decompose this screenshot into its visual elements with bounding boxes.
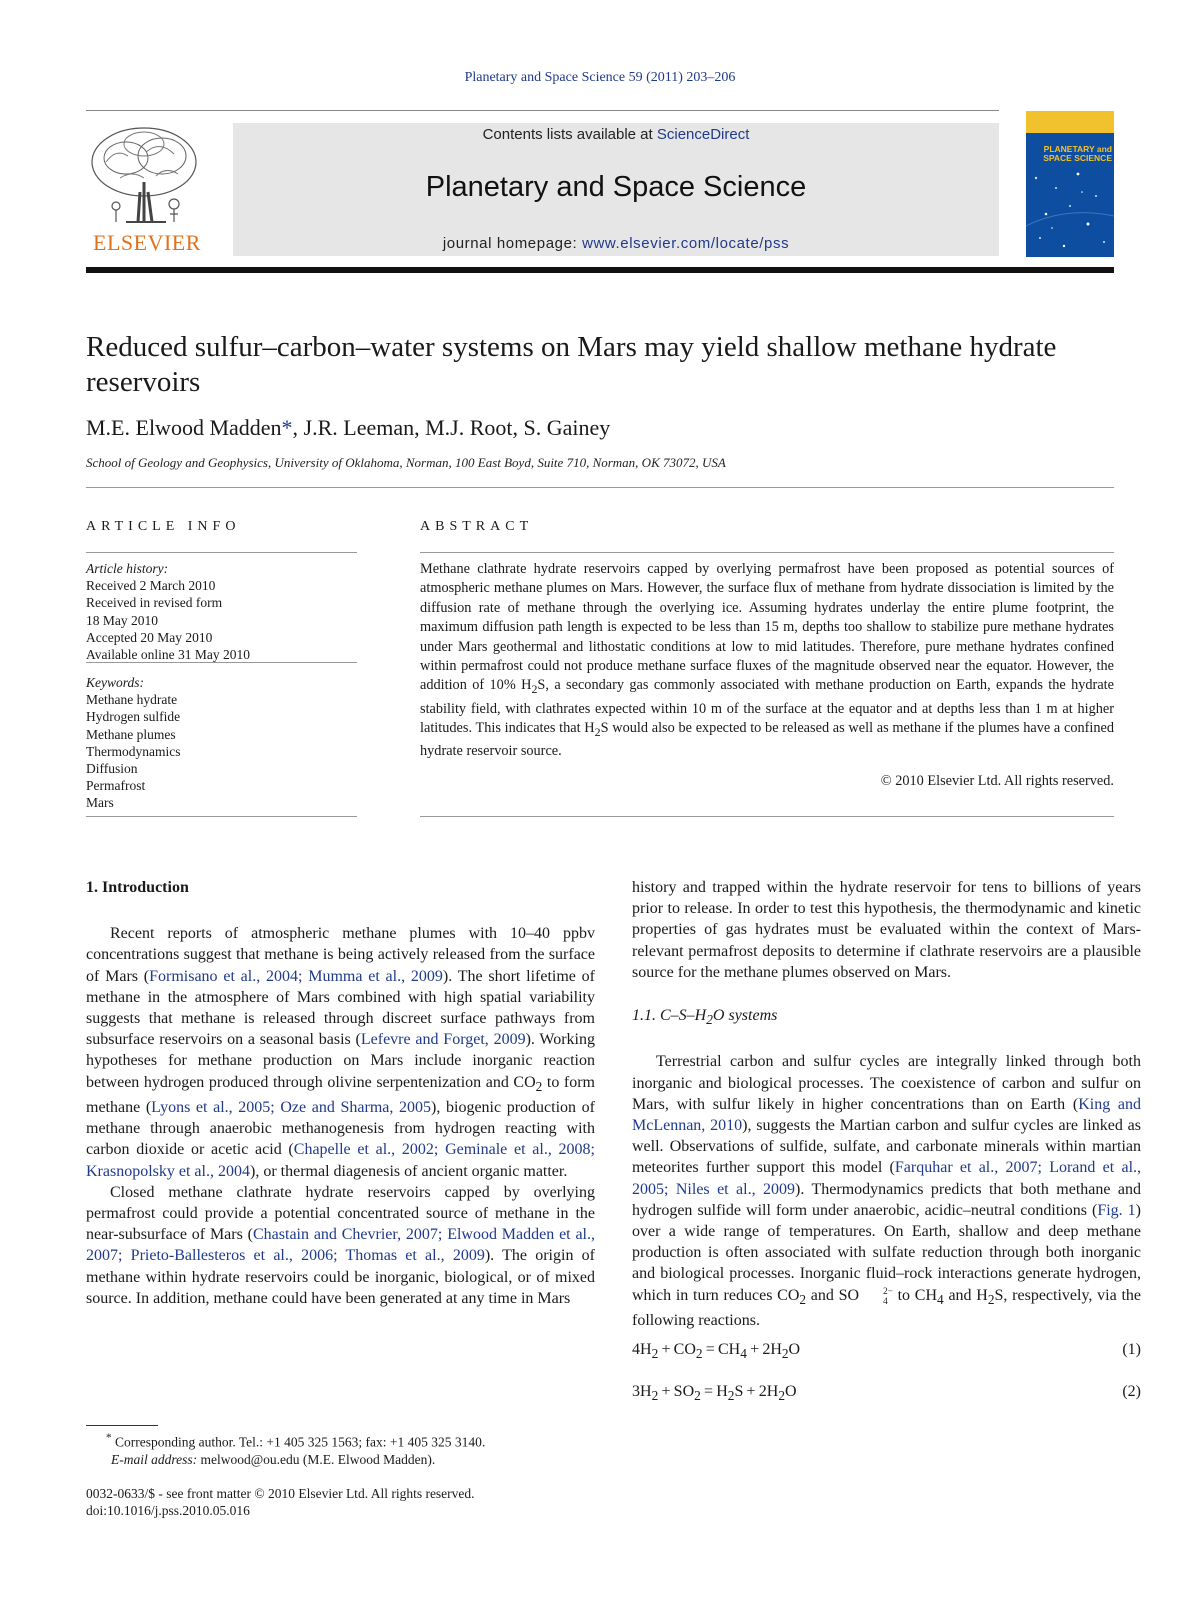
reference-link[interactable]: Chapelle et al., 2002; Geminale et al., 2008; Krasnopolsky et al., 2004 — [86, 1141, 596, 1180]
reference-link[interactable]: King and McLennan, 2010 — [632, 1095, 1142, 1135]
email-address[interactable]: melwood@ou.edu (M.E. Elwood Madden). — [197, 1451, 436, 1467]
keyword: Methane hydrate — [86, 692, 178, 708]
cover-band — [1026, 111, 1114, 133]
body-paragraph: Closed methane clathrate hydrate reservoirs capped by overlying permafrost could provide a potential concentrated source of methane in the near-subsurface of Mars (Chastain and Chevrier, 2007; Elwood Madden et al., 2007; Prieto-Ballesteros et al., 2006; Thomas et al., 2009). The origin of methane within hydrate reservoirs could be inorganic, biological, or of mixed source. In addition, methane could have been generated at any time in Mars — [86, 1183, 596, 1307]
reference-link[interactable]: Farquhar et al., 2007; Lorand et al., 2005; Niles et al., 2009 — [632, 1159, 1142, 1198]
figure-link[interactable]: Fig. 1 — [1097, 1201, 1136, 1219]
header-rule — [86, 110, 999, 111]
footnote-rule — [86, 1425, 158, 1426]
body-column-left — [86, 877, 595, 1309]
homepage-line: journal homepage: www.elsevier.com/locate/pss — [442, 235, 790, 252]
keyword: Thermodynamics — [86, 743, 181, 759]
cover-title: PLANETARY and SPACE SCIENCE — [1043, 144, 1112, 163]
journal-citation[interactable]: Planetary and Space Science 59 (2011) 203–206 — [464, 70, 736, 85]
contents-line: Contents lists available at ScienceDirect — [482, 126, 750, 143]
journal-banner — [233, 123, 999, 256]
history-item: Available online 31 May 2010 — [86, 647, 250, 663]
body-column-right — [632, 877, 1141, 1406]
body-paragraph: history and trapped within the hydrate reservoir for tens to billions of years prior to release. In order to test this hypothesis, the thermodynamic and kinetic properties of gas hydrates must be evaluated within the context of Mars-relevant permafrost deposits to determine if clathrate reservoirs are a plausible source for the methane plumes observed on Mars. — [632, 879, 1141, 981]
history-item: Received in revised form — [86, 595, 223, 611]
corresponding-author-footnote: * Corresponding author. Tel.: +1 405 325 1563; fax: +1 405 325 3140. E-mail address: melwood@ou.edu (M.E. Elwood Madden). — [106, 1432, 486, 1467]
journal-cover-thumbnail[interactable] — [1026, 111, 1114, 257]
affiliation-rule — [86, 487, 1114, 488]
abstract-copyright: © 2010 Elsevier Ltd. All rights reserved. — [880, 773, 1114, 789]
equation-1: $4H_2 + CO_2 = CH_4 + 2H_2O$ (1) — [632, 1339, 1141, 1364]
body-paragraph: Recent reports of atmospheric methane plumes with 10–40 ppbv concentrations suggest that methane is being actively released from the surface of Mars (Formisano et al., 2004; Mumma et al., 2009). The short lifetime of methane in the atmosphere of Mars combined with high spatial variability suggests that methane is released through discreet surface pathways from subsurface reservoirs on a seasonal basis (Lefevre and Forget, 2009). Working hypotheses for methane production on Mars include inorganic reaction between hydrogen produced through olivine serpentenization and $CO_2$ to form methane (Lyons et al., 2005; Oze and Sharma, 2005), biogenic production of methane through anaerobic methanogenesis from hydrogen reacting with carbon dioxide or acetic acid (Chapelle et al., 2002; Geminale et al., 2008; Krasnopolsky et al., 2004), or thermal diagenesis of ancient organic matter. — [86, 925, 596, 1180]
abstract-rule-bottom — [420, 816, 1114, 817]
keywords-list: Keywords: Methane hydrate Hydrogen sulfide Methane plumes Thermodynamics Diffusion Permafrost Mars — [86, 674, 357, 812]
keyword: Methane plumes — [86, 726, 176, 742]
elsevier-wordmark: ELSEVIER — [93, 230, 201, 255]
keyword: Permafrost — [86, 778, 146, 794]
elsevier-logo[interactable] — [86, 122, 208, 256]
article-title: Reduced sulfur–carbon–water systems on Mars may yield shallow methane hydrate reservoirs — [86, 331, 1057, 398]
author-list: M.E. Elwood Madden*, J.R. Leeman, M.J. Root, S. Gainey — [86, 415, 611, 440]
history-item: Received 2 March 2010 — [86, 578, 216, 594]
abstract-rule-top — [420, 552, 1114, 553]
article-info-rule-bottom — [86, 816, 357, 817]
history-item: 18 May 2010 — [86, 612, 158, 628]
equation-number: (1) — [1122, 1341, 1141, 1359]
reference-link[interactable]: Lefevre and Forget, 2009 — [360, 1031, 526, 1049]
reference-link[interactable]: Formisano et al., 2004; Mumma et al., 2009 — [149, 967, 443, 985]
article-info-heading: ARTICLE INFO — [86, 519, 241, 534]
article-info-rule-top — [86, 552, 357, 553]
elsevier-tree-icon — [86, 122, 208, 230]
section-heading-introduction: 1. Introduction — [86, 879, 189, 896]
reference-link[interactable]: Chastain and Chevrier, 2007; Elwood Madden et al., 2007; Prieto-Ballesteros et al., 2006; Thomas et al., 2009 — [86, 1226, 596, 1265]
article-history: Article history: Received 2 March 2010 Received in revised form 18 May 2010 Accepted 20 May 2010 Available online 31 May 2010 — [86, 560, 357, 663]
history-item: Accepted 20 May 2010 — [86, 629, 213, 645]
affiliation: School of Geology and Geophysics, University of Oklahoma, Norman, 100 East Boyd, Suite 710, Norman, OK 73072, USA — [86, 455, 726, 470]
article-info-rule-mid — [86, 662, 357, 663]
equation-2: $3H_2 + SO_2 = H_2S + 2H_2O$ (2) — [632, 1381, 1141, 1406]
doi[interactable]: doi:10.1016/j.pss.2010.05.016 — [86, 1503, 250, 1519]
sciencedirect-link[interactable]: ScienceDirect — [656, 126, 750, 143]
keyword: Hydrogen sulfide — [86, 709, 181, 725]
subsection-heading: 1.1. $C-S-H_2O$ systems — [632, 1007, 778, 1028]
equation-number: (2) — [1122, 1382, 1141, 1400]
abstract-text: Methane clathrate hydrate reservoirs capped by overlying permafrost have been proposed as potential sources of atmospheric methane plumes on Mars. However, the surface flux of methane from hydrate dissociation is limited by the diffusion rate of methane through the overlying ice. Assuming hydrates underlay the entire plume footprint, the maximum diffusion path length is expected to be less than 15 m, depths too shallow to stabilize pure methane hydrates under Mars geothermal and lithostatic conditions at low to mid latitudes. Therefore, pure methane hydrates confined within permafrost could not produce methane surface fluxes of the magnitude observed near the equator. However, the addition of 10% $H_2S$, a secondary gas commonly associated with methane production on Earth, expands the hydrate stability field, with clathrates expected within 10 m of the surface at the equator and at depths less than 1 m at higher latitudes. This indicates that $H_2S$ would also be expected to be released as well as methane if the plumes have a confined hydrate reservoir source. — [420, 561, 1114, 760]
body-paragraph: Terrestrial carbon and sulfur cycles are integrally linked through both inorganic and biological processes. The coexistence of carbon and sulfur on Mars, with sulfur likely in higher concentrations than on Earth (King and McLennan, 2010), suggests the Martian carbon and sulfur cycles are linked as well. Observations of sulfide, sulfate, and carbonate minerals within martian meteorites further support this model (Farquhar et al., 2007; Lorand et al., 2005; Niles et al., 2009). Thermodynamics predicts that both methane and hydrogen sulfide will form under anaerobic, acidic–neutral conditions (Fig. 1) over a wide range of temperatures. On Earth, shallow and deep methane production is often associated with sulfate reduction through both inorganic and biological processes. Inorganic fluid–rock interactions generate hydrogen, which in turn reduces $CO_2$ and SO 2− 4 to $CH_4$ and $H_2S$, respectively, via the following reactions. — [632, 1053, 1142, 1330]
abstract-heading: ABSTRACT — [420, 519, 534, 534]
keyword: Diffusion — [86, 761, 138, 777]
header-thick-rule — [86, 267, 1114, 273]
homepage-link[interactable]: www.elsevier.com/locate/pss — [582, 235, 790, 252]
journal-name: Planetary and Space Science — [425, 171, 807, 203]
keyword: Mars — [86, 795, 114, 811]
front-matter: 0032-0633/$ - see front matter © 2010 Elsevier Ltd. All rights reserved. doi:10.1016/j.pss.2010.05.016 — [86, 1485, 595, 1520]
cover-stars-icon — [1026, 166, 1114, 257]
reference-link[interactable]: Lyons et al., 2005; Oze and Sharma, 2005 — [151, 1099, 432, 1117]
corresponding-author-mark[interactable]: * — [281, 415, 293, 440]
